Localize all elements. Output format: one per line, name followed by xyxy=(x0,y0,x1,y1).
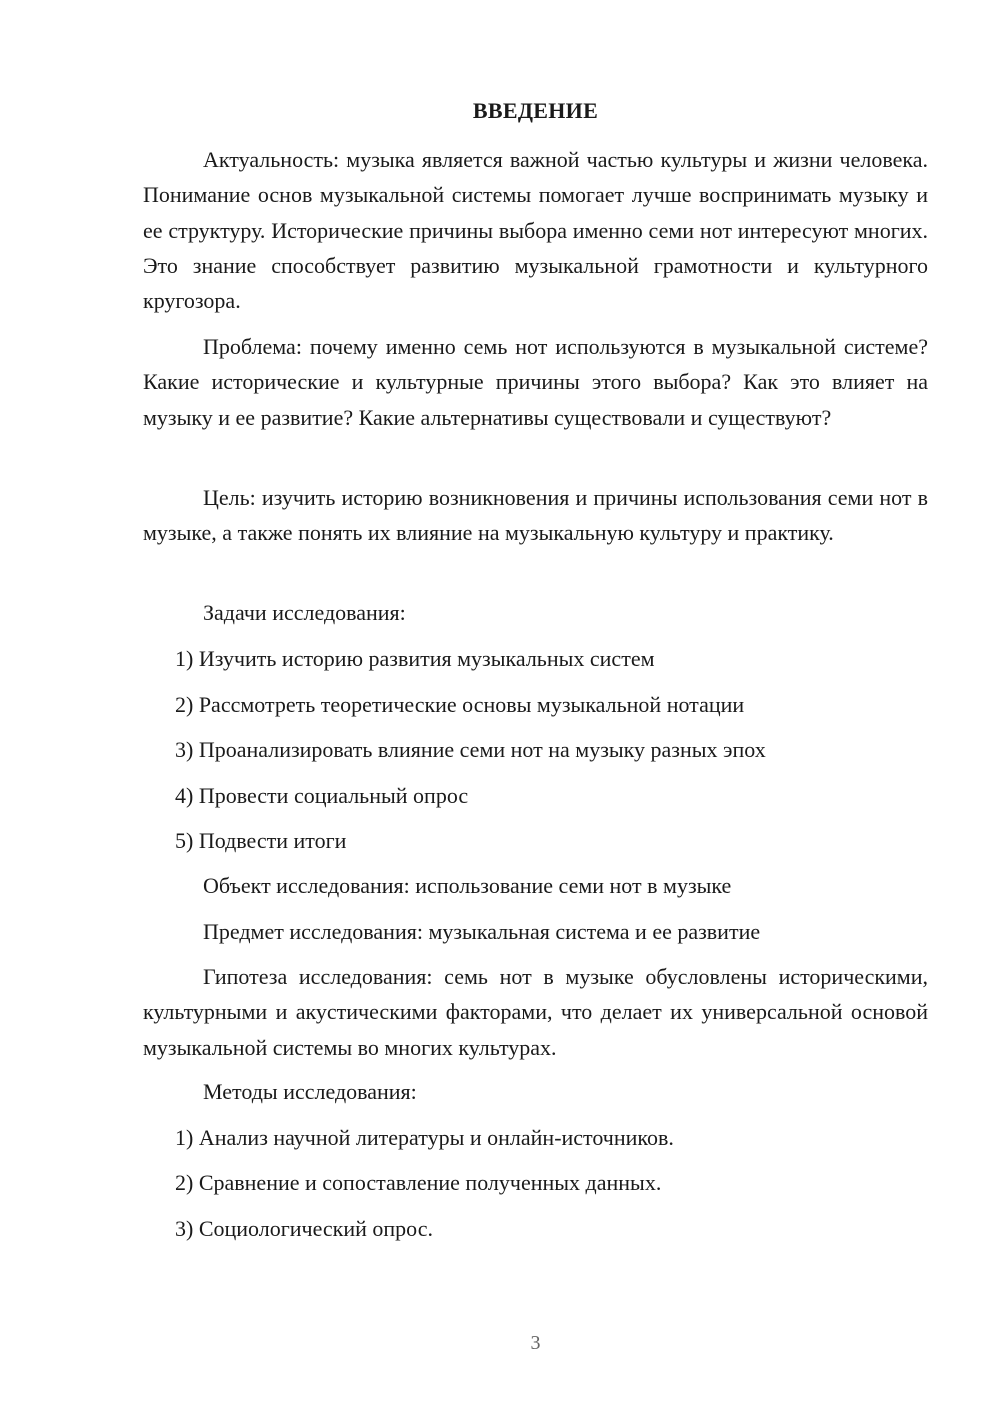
task-item-5: 5) Подвести итоги xyxy=(175,828,347,853)
task-item-4: 4) Провести социальный опрос xyxy=(175,783,469,808)
goal-paragraph: Цель: изучить историю возникновения и причины использования семи нот в музыке, а также понять их влияние на музыкальную культуру и практику. xyxy=(143,485,928,546)
page-number: 3 xyxy=(530,1332,541,1354)
methods-heading: Методы исследования: xyxy=(203,1079,417,1104)
page-title: ВВЕДЕНИЕ xyxy=(472,98,599,123)
tasks-heading: Задачи исследования: xyxy=(203,600,406,625)
hypothesis-paragraph: Гипотеза исследования: семь нот в музыке обусловлены историческими, культурными и акустическими факторами, что делает их универсальной основой музыкальной системы во многих культурах. xyxy=(143,964,928,1060)
method-item-2: 2) Сравнение и сопоставление полученных данных. xyxy=(175,1170,662,1195)
task-item-1: 1) Изучить историю развития музыкальных систем xyxy=(175,646,655,671)
method-item-1: 1) Анализ научной литературы и онлайн-источников. xyxy=(175,1125,674,1150)
method-item-3: 3) Социологический опрос. xyxy=(175,1216,433,1241)
relevance-paragraph: Актуальность: музыка является важной частью культуры и жизни человека. Понимание основ музыкальной системы помогает лучше воспринимать музыку и ее структуру. Исторические причины выбора именно семи нот интересуют многих. Это знание способствует развитию музыкальной грамотности и культурного кругозора. xyxy=(143,147,928,314)
subject-paragraph: Предмет исследования: музыкальная система и ее развитие xyxy=(203,919,761,944)
task-item-3: 3) Проанализировать влияние семи нот на музыку разных эпох xyxy=(175,737,766,762)
task-item-2: 2) Рассмотреть теоретические основы музыкальной нотации xyxy=(175,692,745,717)
problem-paragraph: Проблема: почему именно семь нот используются в музыкальной системе? Какие исторические и культурные причины этого выбора? Как это влияет на музыку и ее развитие? Какие альтернативы существовали и существуют? xyxy=(143,334,928,430)
document-page xyxy=(143,0,928,1414)
object-paragraph: Объект исследования: использование семи нот в музыке xyxy=(203,873,732,898)
